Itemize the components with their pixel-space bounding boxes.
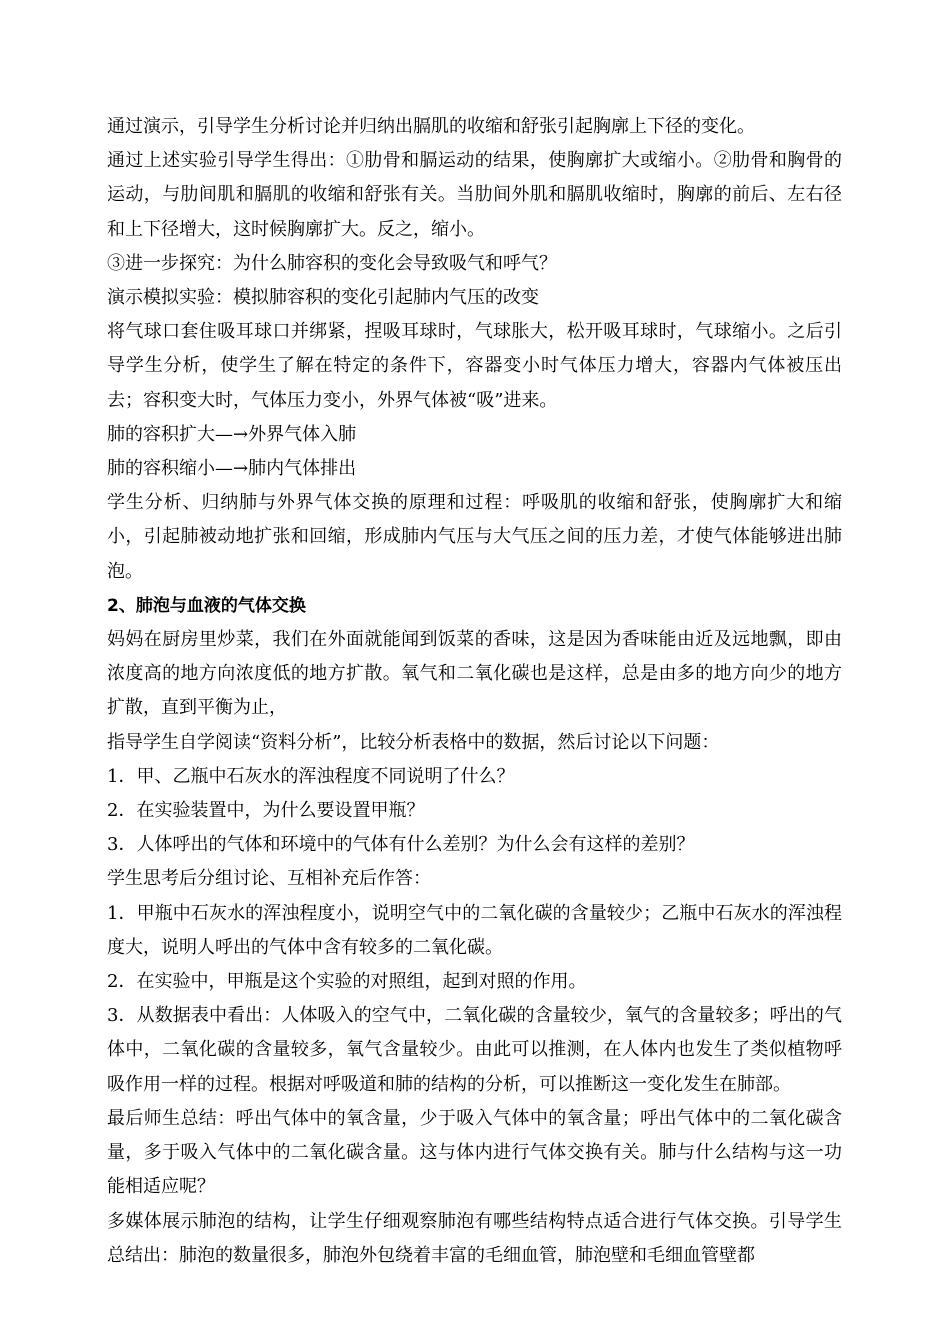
paragraph-lung-shrink: 肺的容积缩小—→肺内气体排出 [107, 458, 357, 480]
question-item-3: 3．人体呼出的气体和环境中的气体有什么差别？为什么会有这样的差别？ [107, 834, 695, 856]
answer-item-1: 1．甲瓶中石灰水的浑浊程度小，说明空气中的二氧化碳的含量较少；乙瓶中石灰水的浑浊程度大，说明人呼出的气体中含有较多的二氧化碳。 [107, 902, 842, 958]
paragraph-gas-exchange-principle: 学生分析、归纳肺与外界气体交换的原理和过程：呼吸肌的收缩和舒张，使胸廓扩大和缩小，引起肺被动地扩张和回缩，形成肺内气压与大气压之间的压力差，才使气体能够进出肺泡。 [107, 492, 842, 582]
answer-item-3: 3．从数据表中看出：人体吸入的空气中，二氧化碳的含量较少，氧气的含量较多；呼出的气体中，二氧化碳的含量较多，氧气含量较少。由此可以推测，在人体内也发生了类似植物呼吸作用一样的过程。根据对呼吸道和肺的结构的分析，可以推断这一变化发生在肺部。 [107, 1005, 842, 1095]
section-heading-alveoli-blood: 2、肺泡与血液的气体交换 [107, 595, 306, 616]
answer-item-2: 2．在实验中，甲瓶是这个实验的对照组，起到对照的作用。 [107, 971, 587, 993]
paragraph-further-inquiry: ③进一步探究：为什么肺容积的变化会导致吸气和呼气？ [107, 252, 557, 274]
paragraph-multimedia-alveoli: 多媒体展示肺泡的结构，让学生仔细观察肺泡有哪些结构特点适合进行气体交换。引导学生总结出：肺泡的数量很多，肺泡外包绕着丰富的毛细血管，肺泡壁和毛细血管壁都 [107, 1210, 842, 1266]
document-page [107, 110, 842, 1273]
paragraph-experiment-conclusion: 通过上述实验引导学生得出：①肋骨和膈运动的结果，使胸廓扩大或缩小。②肋骨和胸骨的运动，与肋间肌和膈肌的收缩和舒张有关。当肋间外肌和膈肌收缩时，胸廓的前后、左右径和上下径增大，这时候胸廓扩大。反之，缩小。 [107, 150, 842, 240]
paragraph-final-summary: 最后师生总结：呼出气体中的氧含量，少于吸入气体中的氧含量；呼出气体中的二氧化碳含量，多于吸入气体中的二氧化碳含量。这与体内进行气体交换有关。肺与什么结构与这一功能相适应呢？ [107, 1107, 842, 1198]
paragraph-group-discussion: 学生思考后分组讨论、互相补充后作答： [107, 868, 431, 890]
paragraph-balloon-experiment: 将气球口套住吸耳球口并绑紧，捏吸耳球时，气球胀大，松开吸耳球时，气球缩小。之后引导学生分析，使学生了解在特定的条件下，容器变小时气体压力增大，容器内气体被压出去；容积变大时，气体压力变小，外界气体被“吸”进来。 [107, 321, 842, 411]
paragraph-demo-summary: 通过演示，引导学生分析讨论并归纳出膈肌的收缩和舒张引起胸廓上下径的变化。 [107, 116, 755, 137]
question-item-1: 1．甲、乙瓶中石灰水的浑浊程度不同说明了什么？ [107, 765, 515, 787]
paragraph-lung-expand: 肺的容积扩大—→外界气体入肺 [107, 423, 357, 445]
paragraph-simulation-title: 演示模拟实验：模拟肺容积的变化引起肺内气压的改变 [107, 287, 539, 309]
question-item-2: 2．在实验装置中，为什么要设置甲瓶？ [107, 800, 425, 822]
paragraph-self-study-guide: 指导学生自学阅读“资料分析”，比较分析表格中的数据，然后讨论以下问题： [107, 731, 720, 753]
paragraph-diffusion-example: 妈妈在厨房里炒菜，我们在外面就能闻到饭菜的香味，这是因为香味能由近及远地飘，即由浓度高的地方向浓度低的地方扩散。氧气和二氧化碳也是这样，总是由多的地方向少的地方扩散，直到平衡为止， [107, 629, 842, 719]
